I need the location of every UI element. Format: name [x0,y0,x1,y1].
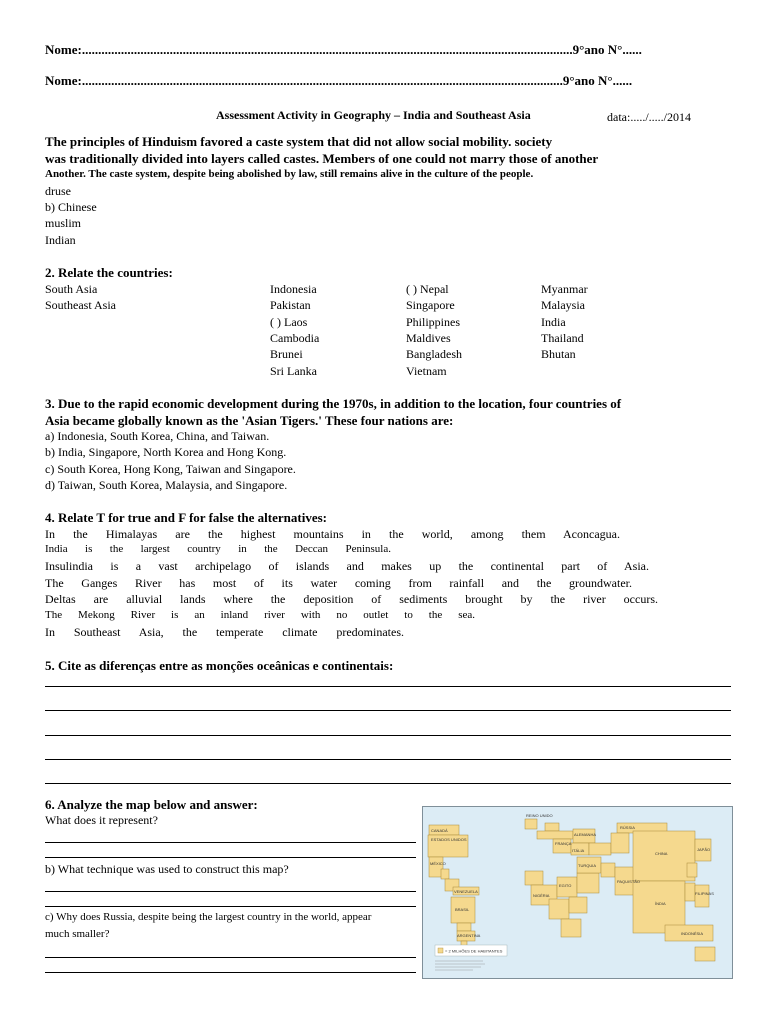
map-region-central-america [441,869,449,879]
map-label: INDONÉSIA [681,931,704,936]
map-label: CHINA [655,851,668,856]
map-region-west-africa [525,871,543,885]
name-line-1[interactable]: Nome:.......................................................................................................................................................9°ano N°...... [45,42,642,57]
answer-line[interactable] [45,857,416,858]
date-field[interactable]: data:...../...../2014 [607,110,691,124]
answer-line[interactable] [45,710,731,711]
answer-line[interactable] [45,759,731,760]
q2-country: Myanmar [541,282,588,296]
q4-statement: The Mekong River is an inland river with no outlet to the sea. [45,609,475,621]
map-region-ukraine [611,833,629,853]
world-population-cartogram [423,807,732,978]
q1-option: b) Chinese [45,200,97,214]
q5-title: 5. Cite as diferenças entre as monções oceânicas e continentais: [45,658,394,673]
q2-country: Singapore [406,298,455,312]
answer-line[interactable] [45,842,416,843]
q1-line-2: was traditionally divided into layers called castes. Members of one could not marry those of another [45,151,599,166]
cartogram-map [422,806,733,979]
map-region-north-europe [537,831,573,839]
q2-region: South Asia [45,282,98,296]
q2-country: Philippines [406,315,461,329]
map-label: JAPÃO [697,847,711,852]
map-label: MÉXICO [430,861,446,866]
map-label: PAQUISTÃO [617,879,641,884]
answer-line[interactable] [45,972,416,973]
q2-country: Pakistan [270,298,311,312]
q2-title: 2. Relate the countries: [45,265,173,280]
answer-line[interactable] [45,783,731,784]
map-label: TURQUIA [578,863,596,868]
q4-statement: Insulindia is a vast archipelago of islands and makes up the continental part of Asia. [45,559,649,573]
answer-line[interactable] [45,735,731,736]
q1-option: Indian [45,233,76,247]
map-label: CANADÁ [431,828,448,833]
q3-option[interactable]: d) Taiwan, South Korea, Malaysia, and Singapore. [45,478,288,492]
map-label: VENEZUELA [454,889,478,894]
q3-option[interactable]: c) South Korea, Hong Kong, Taiwan and Singapore. [45,462,296,476]
map-region-east-europe [589,843,611,855]
map-region-cone [457,923,471,931]
q3-option[interactable]: b) India, Singapore, North Korea and Hong Kong. [45,445,287,459]
q4-title: 4. Relate T for true and F for false the alternatives: [45,510,327,525]
legend-text: = 2 MILHÕES DE HABITANTES [445,948,503,954]
q4-statement: India is the largest country in the Deccan Peninsula. [45,543,391,555]
answer-line[interactable] [45,686,731,687]
legend-swatch [438,948,443,953]
map-label: ARGENTINA [457,933,481,938]
q2-country: Bangladesh [406,347,462,361]
map-label: FRANÇA [555,841,572,846]
q2-region: Southeast Asia [45,298,116,312]
q4-statement: Deltas are alluvial lands where the deposition of sediments brought by the river occurs. [45,592,658,606]
q2-country: Malaysia [541,298,585,312]
q2-country: Vietnam [406,364,447,378]
name-line-2[interactable]: Nome:....................................................................................................................................................9°ano N°...... [45,73,633,88]
q1-line-3: Another. The caste system, despite being abolished by law, still remains alive in the culture of the people. [45,168,534,180]
map-region-philippines [695,885,709,907]
q6-question-c: c) Why does Russia, despite being the largest country in the world, appear [45,911,372,923]
map-region-korea [687,863,697,877]
map-label: ALEMANHA [574,832,597,837]
map-region-scandinavia [545,823,559,831]
q1-option: druse [45,184,71,198]
map-region-china [633,831,695,881]
q1-option: muslim [45,216,82,230]
q2-country: Cambodia [270,331,320,345]
q6-question-b: b) What technique was used to construct this map? [45,862,289,876]
q2-country: Bhutan [541,347,576,361]
map-region-south-africa [561,919,581,937]
map-label: FILIPINAS [695,891,714,896]
q4-statement: The Ganges River has most of its water coming from rainfall and the groundwater. [45,576,632,590]
map-region-east-africa [569,897,587,913]
map-region-middle-east [577,873,599,893]
map-label: RÚSSIA [620,825,635,830]
q2-country: India [541,315,566,329]
q4-statement: In the Himalayas are the highest mountains in the world, among them Aconcagua. [45,527,620,541]
map-region-iran [601,863,615,877]
q2-country: ( ) Nepal [406,282,449,296]
map-region-central-africa [549,899,569,919]
map-region-australia [695,947,715,961]
map-label: ÍNDIA [655,901,666,906]
q2-country: Sri Lanka [270,364,317,378]
map-label: EGITO [559,883,572,888]
map-label: REINO UNIDO [526,813,553,818]
map-label: BRASIL [455,907,470,912]
q6-question-c: much smaller? [45,928,110,940]
q2-country: Brunei [270,347,303,361]
q3-option[interactable]: a) Indonesia, South Korea, China, and Taiwan. [45,429,270,443]
q6-title: 6. Analyze the map below and answer: [45,797,258,812]
map-label: ESTADOS UNIDOS [431,837,467,842]
map-label: NIGÉRIA [533,893,550,898]
q3-line-1: 3. Due to the rapid economic development during the 1970s, in addition to the location, four countries of [45,396,622,411]
q2-country: ( ) Laos [270,315,308,329]
map-region-uk [525,819,537,829]
q6-question-a: What does it represent? [45,813,158,827]
answer-line[interactable] [45,891,416,892]
q2-country: Indonesia [270,282,317,296]
answer-line[interactable] [45,906,416,907]
map-region-southeast-asia [685,883,695,901]
page-title: Assessment Activity in Geography – India and Southeast Asia [216,108,531,122]
q2-country: Maldives [406,331,451,345]
q2-country: Thailand [541,331,584,345]
q4-statement: In Southeast Asia, the temperate climate predominates. [45,625,404,639]
q1-line-1: The principles of Hinduism favored a caste system that did not allow social mobility. society [45,134,553,149]
answer-line[interactable] [45,957,416,958]
q3-line-2: Asia became globally known as the 'Asian Tigers.' These four nations are: [45,413,454,428]
map-label: ITÁLIA [572,848,585,853]
legend-footnote [435,961,485,970]
